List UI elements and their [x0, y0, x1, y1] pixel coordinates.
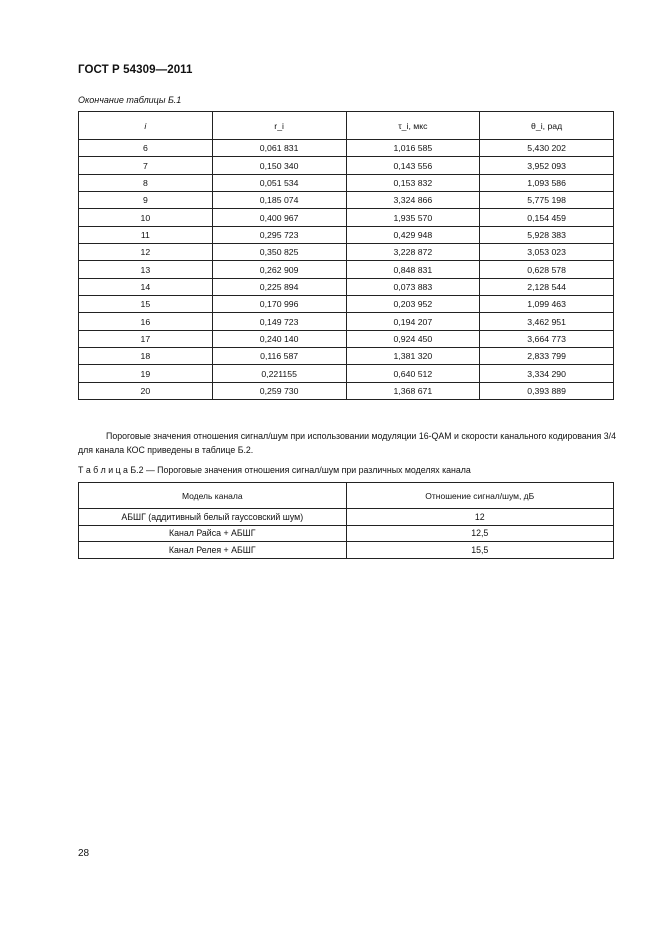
- table-cell: АБШГ (аддитивный белый гауссовский шум): [79, 509, 347, 526]
- table-cell: 1,093 586: [480, 174, 614, 191]
- table-cell: Канал Райса + АБШГ: [79, 525, 347, 542]
- table-cell: 0,203 952: [346, 296, 480, 313]
- table-row: [79, 365, 614, 382]
- table-row: [79, 296, 614, 313]
- table-cell: 1,099 463: [480, 296, 614, 313]
- table-cell: 0,061 831: [212, 140, 346, 157]
- table-row: [79, 209, 614, 226]
- table-cell: 12: [346, 509, 614, 526]
- table-row: [79, 382, 614, 399]
- table-cell: 2,128 544: [480, 278, 614, 295]
- table-row: [79, 226, 614, 243]
- table-cell: 0,429 948: [346, 226, 480, 243]
- page-number: 28: [78, 848, 90, 859]
- table-row: [79, 174, 614, 191]
- table-cell: 0,051 534: [212, 174, 346, 191]
- table-cell: 12,5: [346, 525, 614, 542]
- table-row: [79, 313, 614, 330]
- table-cell: 1,935 570: [346, 209, 480, 226]
- table-cell: 0,154 459: [480, 209, 614, 226]
- table-cell: 11: [79, 226, 213, 243]
- table-cell: 0,225 894: [212, 278, 346, 295]
- table-cell: 2,833 799: [480, 348, 614, 365]
- table1-header-index: i: [79, 112, 213, 140]
- table-cell: 0,149 723: [212, 313, 346, 330]
- table-cell: 0,185 074: [212, 192, 346, 209]
- table-cell: 7: [79, 157, 213, 174]
- table-row: [79, 509, 614, 526]
- table-cell: 0,150 340: [212, 157, 346, 174]
- table-cell: 16: [79, 313, 213, 330]
- table-row: [79, 348, 614, 365]
- table1-caption: Окончание таблицы Б.1: [78, 95, 182, 105]
- table-cell: 0,350 825: [212, 244, 346, 261]
- table-row: [79, 542, 614, 559]
- table-cell: 17: [79, 330, 213, 347]
- table-cell: 0,848 831: [346, 261, 480, 278]
- table1-header-row: [79, 112, 614, 140]
- table-row: [79, 244, 614, 261]
- table-cell: 3,053 023: [480, 244, 614, 261]
- table-cell: 5,430 202: [480, 140, 614, 157]
- page-header: ГОСТ Р 54309—2011: [78, 64, 193, 76]
- table-cell: 8: [79, 174, 213, 191]
- table-cell: 1,016 585: [346, 140, 480, 157]
- table-row: [79, 261, 614, 278]
- table-cell: 14: [79, 278, 213, 295]
- table-row: [79, 140, 614, 157]
- table-cell: 13: [79, 261, 213, 278]
- table-row: [79, 192, 614, 209]
- table2: [78, 482, 614, 559]
- table-cell: 3,324 866: [346, 192, 480, 209]
- table-cell: 0,143 556: [346, 157, 480, 174]
- table-cell: 0,116 587: [212, 348, 346, 365]
- table-cell: 18: [79, 348, 213, 365]
- table-cell: 0,170 996: [212, 296, 346, 313]
- table-cell: 0,628 578: [480, 261, 614, 278]
- table-cell: 0,393 889: [480, 382, 614, 399]
- table-cell: 9: [79, 192, 213, 209]
- table-cell: 12: [79, 244, 213, 261]
- table-cell: 15,5: [346, 542, 614, 559]
- table-cell: 3,334 290: [480, 365, 614, 382]
- table-cell: 10: [79, 209, 213, 226]
- table-cell: 1,368 671: [346, 382, 480, 399]
- table2-header-model: Модель канала: [79, 483, 347, 509]
- table1-header-tau: τ_i, мкс: [346, 112, 480, 140]
- table2-header-snr: Отношение сигнал/шум, дБ: [346, 483, 614, 509]
- table-cell: 0,924 450: [346, 330, 480, 347]
- table-cell: 15: [79, 296, 213, 313]
- table-cell: Канал Релея + АБШГ: [79, 542, 347, 559]
- table-cell: 3,952 093: [480, 157, 614, 174]
- table-cell: 6: [79, 140, 213, 157]
- table-cell: 0,073 883: [346, 278, 480, 295]
- table-cell: 1,381 320: [346, 348, 480, 365]
- table-cell: 0,259 730: [212, 382, 346, 399]
- table-cell: 0,262 909: [212, 261, 346, 278]
- table-row: [79, 330, 614, 347]
- table-cell: 3,664 773: [480, 330, 614, 347]
- table1-header-theta: θ_i, рад: [480, 112, 614, 140]
- table-cell: 0,400 967: [212, 209, 346, 226]
- table-cell: 0,153 832: [346, 174, 480, 191]
- table-cell: 0,194 207: [346, 313, 480, 330]
- table-cell: 3,228 872: [346, 244, 480, 261]
- table1: [78, 111, 614, 400]
- table-cell: 5,775 198: [480, 192, 614, 209]
- table-cell: 0,295 723: [212, 226, 346, 243]
- table-cell: 0,640 512: [346, 365, 480, 382]
- table1-header-r: r_i: [212, 112, 346, 140]
- table2-header-row: [79, 483, 614, 509]
- table-cell: 5,928 383: [480, 226, 614, 243]
- table-row: [79, 157, 614, 174]
- table-cell: 19: [79, 365, 213, 382]
- table2-caption: Т а б л и ц а Б.2 — Пороговые значения отношения сигнал/шум при различных моделях канала: [78, 465, 471, 475]
- table-row: [79, 278, 614, 295]
- table-cell: 0,240 140: [212, 330, 346, 347]
- table-cell: 20: [79, 382, 213, 399]
- table-cell: 3,462 951: [480, 313, 614, 330]
- table-row: [79, 525, 614, 542]
- table-cell: 0,221155: [212, 365, 346, 382]
- body-paragraph: Пороговые значения отношения сигнал/шум при использовании модуляции 16-QAM и скорости канального кодирования 3/4 для канала КОС приведены в таблице Б.2.: [78, 431, 616, 455]
